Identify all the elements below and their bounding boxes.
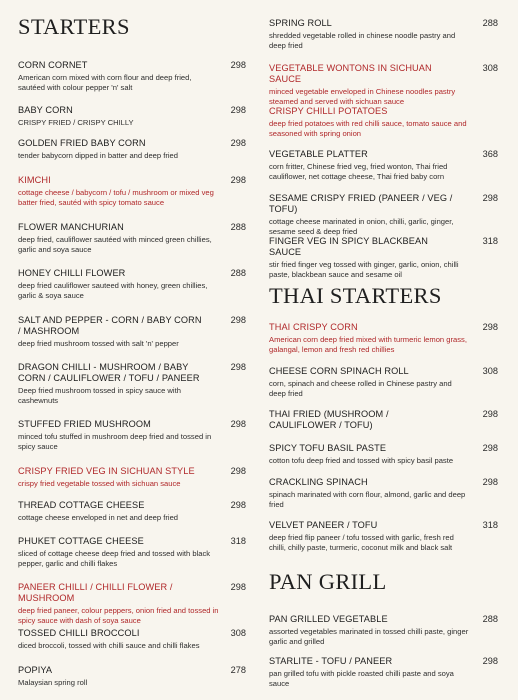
menu-item bbox=[18, 175, 246, 207]
menu-item-price: 308 bbox=[230, 628, 246, 638]
menu-item-description: deep fried cauliflower sauteed with honey, green chillies, garlic & soya sauce bbox=[18, 281, 208, 300]
menu-item-price: 288 bbox=[230, 222, 246, 232]
section-title-starters: STARTERS bbox=[18, 14, 130, 39]
menu-item-name: FLOWER MANCHURIAN bbox=[18, 222, 124, 232]
menu-item-price: 298 bbox=[482, 656, 498, 666]
menu-item-price: 298 bbox=[482, 193, 498, 203]
menu-item bbox=[269, 236, 498, 279]
menu-item bbox=[18, 222, 246, 254]
menu-item-description: pan grilled tofu with pickle roasted chilli paste and soya sauce bbox=[269, 669, 454, 688]
menu-item bbox=[18, 582, 246, 625]
menu-item-price: 308 bbox=[482, 366, 498, 376]
menu-item-name: VEGETABLE PLATTER bbox=[269, 149, 368, 159]
menu-item-price: 368 bbox=[482, 149, 498, 159]
menu-item bbox=[18, 419, 246, 451]
menu-item-name: SESAME CRISPY FRIED (PANEER / VEG / TOFU) bbox=[269, 193, 453, 214]
menu-item bbox=[18, 628, 246, 651]
menu-item bbox=[269, 443, 498, 466]
menu-item-name: CRISPY CHILLI POTATOES bbox=[269, 106, 388, 116]
menu-item bbox=[18, 665, 246, 688]
menu-item bbox=[269, 63, 498, 106]
menu-item-description: American corn mixed with corn flour and deep fried, sautéed with colour pepper 'n' salt bbox=[18, 73, 192, 92]
menu-item-description: minced vegetable enveloped in Chinese noodles pastry steamed and served with sichuan sauce bbox=[269, 87, 456, 106]
menu-item-price: 298 bbox=[230, 582, 246, 592]
menu-item bbox=[18, 466, 246, 489]
menu-item-description: assorted vegetables marinated in tossed chilli paste, ginger garlic and grilled bbox=[269, 627, 469, 646]
menu-item-description: shredded vegetable rolled in chinese noodle pastry and deep fried bbox=[269, 31, 456, 50]
menu-item bbox=[18, 315, 246, 349]
menu-item-name: TOSSED CHILLI BROCCOLI bbox=[18, 628, 140, 638]
menu-item-description: cottage cheese enveloped in net and deep fried bbox=[18, 513, 179, 522]
menu-item-price: 298 bbox=[230, 315, 246, 325]
menu-item bbox=[269, 193, 498, 236]
menu-item-name: BABY CORN bbox=[18, 105, 73, 115]
menu-item-name: CORN CORNET bbox=[18, 60, 88, 70]
menu-item-description: tender babycorn dipped in batter and deep fried bbox=[18, 151, 179, 160]
menu-item-price: 298 bbox=[230, 419, 246, 429]
menu-item bbox=[269, 106, 498, 138]
menu-item bbox=[18, 105, 246, 128]
section-title-thai-starters: THAI STARTERS bbox=[269, 283, 442, 308]
menu-item-price: 288 bbox=[230, 268, 246, 278]
menu-item-description: corn, spinach and cheese rolled in Chinese pastry and deep fried bbox=[269, 379, 452, 398]
menu-item-price: 288 bbox=[482, 614, 498, 624]
menu-item-name: VELVET PANEER / TOFU bbox=[269, 520, 378, 530]
menu-item-price: 298 bbox=[482, 443, 498, 453]
menu-item-name: THREAD COTTAGE CHEESE bbox=[18, 500, 145, 510]
menu-item-price: 318 bbox=[230, 536, 246, 546]
menu-item bbox=[269, 477, 498, 509]
menu-item-name: CHEESE CORN SPINACH ROLL bbox=[269, 366, 409, 376]
menu-item-description: deep fried potatoes with red chilli sauce, tomato sauce and seasoned with spring onion bbox=[269, 119, 467, 138]
menu-item-name: HONEY CHILLI FLOWER bbox=[18, 268, 126, 278]
menu-item-price: 298 bbox=[482, 322, 498, 332]
menu-item-price: 318 bbox=[482, 520, 498, 530]
menu-item-name: VEGETABLE WONTONS IN SICHUAN SAUCE bbox=[269, 63, 432, 84]
menu-item-description: cotton tofu deep fried and tossed with spicy basil paste bbox=[269, 456, 454, 465]
menu-item-price: 298 bbox=[482, 477, 498, 487]
menu-item-price: 308 bbox=[482, 63, 498, 73]
menu-item-price: 298 bbox=[230, 138, 246, 148]
menu-item-name: GOLDEN FRIED BABY CORN bbox=[18, 138, 146, 148]
menu-item-description: deep fried mushroom tossed with salt 'n' pepper bbox=[18, 339, 179, 348]
menu-item-description: deep fried paneer, colour peppers, onion fried and tossed in spicy sauce with dash of soya sauce bbox=[18, 606, 219, 625]
menu-item-price: 298 bbox=[230, 175, 246, 185]
menu-item-name: STUFFED FRIED MUSHROOM bbox=[18, 419, 151, 429]
menu-item bbox=[18, 268, 246, 300]
menu-item-description: sliced of cottage cheese deep fried and tossed with black pepper, garlic and chilli flakes bbox=[18, 549, 211, 568]
menu-item-name: DRAGON CHILLI - MUSHROOM / BABY CORN / CAULIFLOWER / TOFU / PANEER bbox=[18, 362, 200, 383]
menu-item-price: 298 bbox=[230, 362, 246, 372]
menu-item-description: Malaysian spring roll bbox=[18, 678, 88, 687]
menu-item-name: SPICY TOFU BASIL PASTE bbox=[269, 443, 387, 453]
menu-item-description: deep fried, cauliflower sautéed with minced green chillies, garlic and soya sauce bbox=[18, 235, 212, 254]
menu-item-name: PANEER CHILLI / CHILLI FLOWER / MUSHROOM bbox=[18, 582, 173, 603]
menu-item bbox=[269, 409, 498, 433]
menu-item-price: 298 bbox=[230, 60, 246, 70]
menu-item-name: SALT AND PEPPER - CORN / BABY CORN / MASHROOM bbox=[18, 315, 202, 336]
menu-item-description: stir fried finger veg tossed with ginger, garlic, onion, chilli paste, blackbean sauce and sesame oil bbox=[269, 260, 459, 279]
menu-item-description: Deep fried mushroom tossed in spicy sauce with cashewnuts bbox=[18, 386, 181, 405]
menu-item-name: THAI CRISPY CORN bbox=[269, 322, 358, 332]
menu-item bbox=[269, 149, 498, 181]
menu-item bbox=[269, 614, 498, 646]
menu-item-description: American corn deep fried mixed with turmeric lemon grass, galangal, lemon and fresh red chillies bbox=[269, 335, 467, 354]
menu-item-description: crispy fried vegetable tossed with sichuan sauce bbox=[18, 479, 181, 488]
menu-item bbox=[18, 138, 246, 161]
menu-item-description: cottage cheese marinated in onion, chilli, garlic, ginger, sesame seed & deep fried bbox=[269, 217, 454, 236]
menu-item bbox=[18, 60, 246, 92]
menu-item-name: THAI FRIED (MUSHROOM / CAULIFLOWER / TOFU) bbox=[269, 409, 389, 430]
menu-item-name: SPRING ROLL bbox=[269, 18, 332, 28]
menu-item-name: PHUKET COTTAGE CHEESE bbox=[18, 536, 144, 546]
menu-item-name: CRISPY FRIED VEG IN SICHUAN STYLE bbox=[18, 466, 195, 476]
menu-item-name: KIMCHI bbox=[18, 175, 51, 185]
menu-item-description: corn fritter, Chinese fried veg, fried wonton, Thai fried cauliflower, net cottage cheese, Thai fried baby corn bbox=[269, 162, 448, 181]
menu-item-price: 288 bbox=[482, 18, 498, 28]
menu-item bbox=[269, 366, 498, 398]
menu-item-description: deep fried flip paneer / tofu tossed with garlic, fresh red chilli, chilly paste, turmeric, coconut milk and black salt bbox=[269, 533, 454, 552]
menu-item-price: 318 bbox=[482, 236, 498, 246]
menu-item-name: STARLITE - TOFU / PANEER bbox=[269, 656, 393, 666]
menu-item-name: PAN GRILLED VEGETABLE bbox=[269, 614, 388, 624]
menu-item-price: 298 bbox=[230, 500, 246, 510]
menu-item-name: FINGER VEG IN SPICY BLACKBEAN SAUCE bbox=[269, 236, 428, 257]
menu-item bbox=[269, 520, 498, 552]
menu-item-price: 278 bbox=[230, 665, 246, 675]
menu-item bbox=[269, 656, 498, 688]
menu-item-description: diced broccoli, tossed with chilli sauce and chilli flakes bbox=[18, 641, 200, 650]
menu-item-price: 298 bbox=[482, 409, 498, 419]
menu-item-price: 298 bbox=[230, 105, 246, 115]
menu-item-description: minced tofu stuffed in mushroom deep fried and tossed in spicy sauce bbox=[18, 432, 212, 451]
menu-item bbox=[18, 500, 246, 523]
menu-item-description: spinach marinated with corn flour, almond, garlic and deep fried bbox=[269, 490, 466, 509]
menu-item bbox=[269, 18, 498, 50]
menu-item bbox=[269, 322, 498, 354]
menu-item-description: cottage cheese / babycorn / tofu / mushroom or mixed veg batter fried, sautéd with spicy tomato sauce bbox=[18, 188, 214, 207]
menu-item-name: CRACKLING SPINACH bbox=[269, 477, 368, 487]
menu-item-price: 298 bbox=[230, 466, 246, 476]
section-title-pan-grill: PAN GRILL bbox=[269, 569, 387, 594]
menu-item bbox=[18, 536, 246, 568]
menu-item-name: POPIYA bbox=[18, 665, 53, 675]
menu-item bbox=[18, 362, 246, 405]
menu-item-description: CRISPY FRIED / CRISPY CHILLY bbox=[18, 118, 134, 127]
